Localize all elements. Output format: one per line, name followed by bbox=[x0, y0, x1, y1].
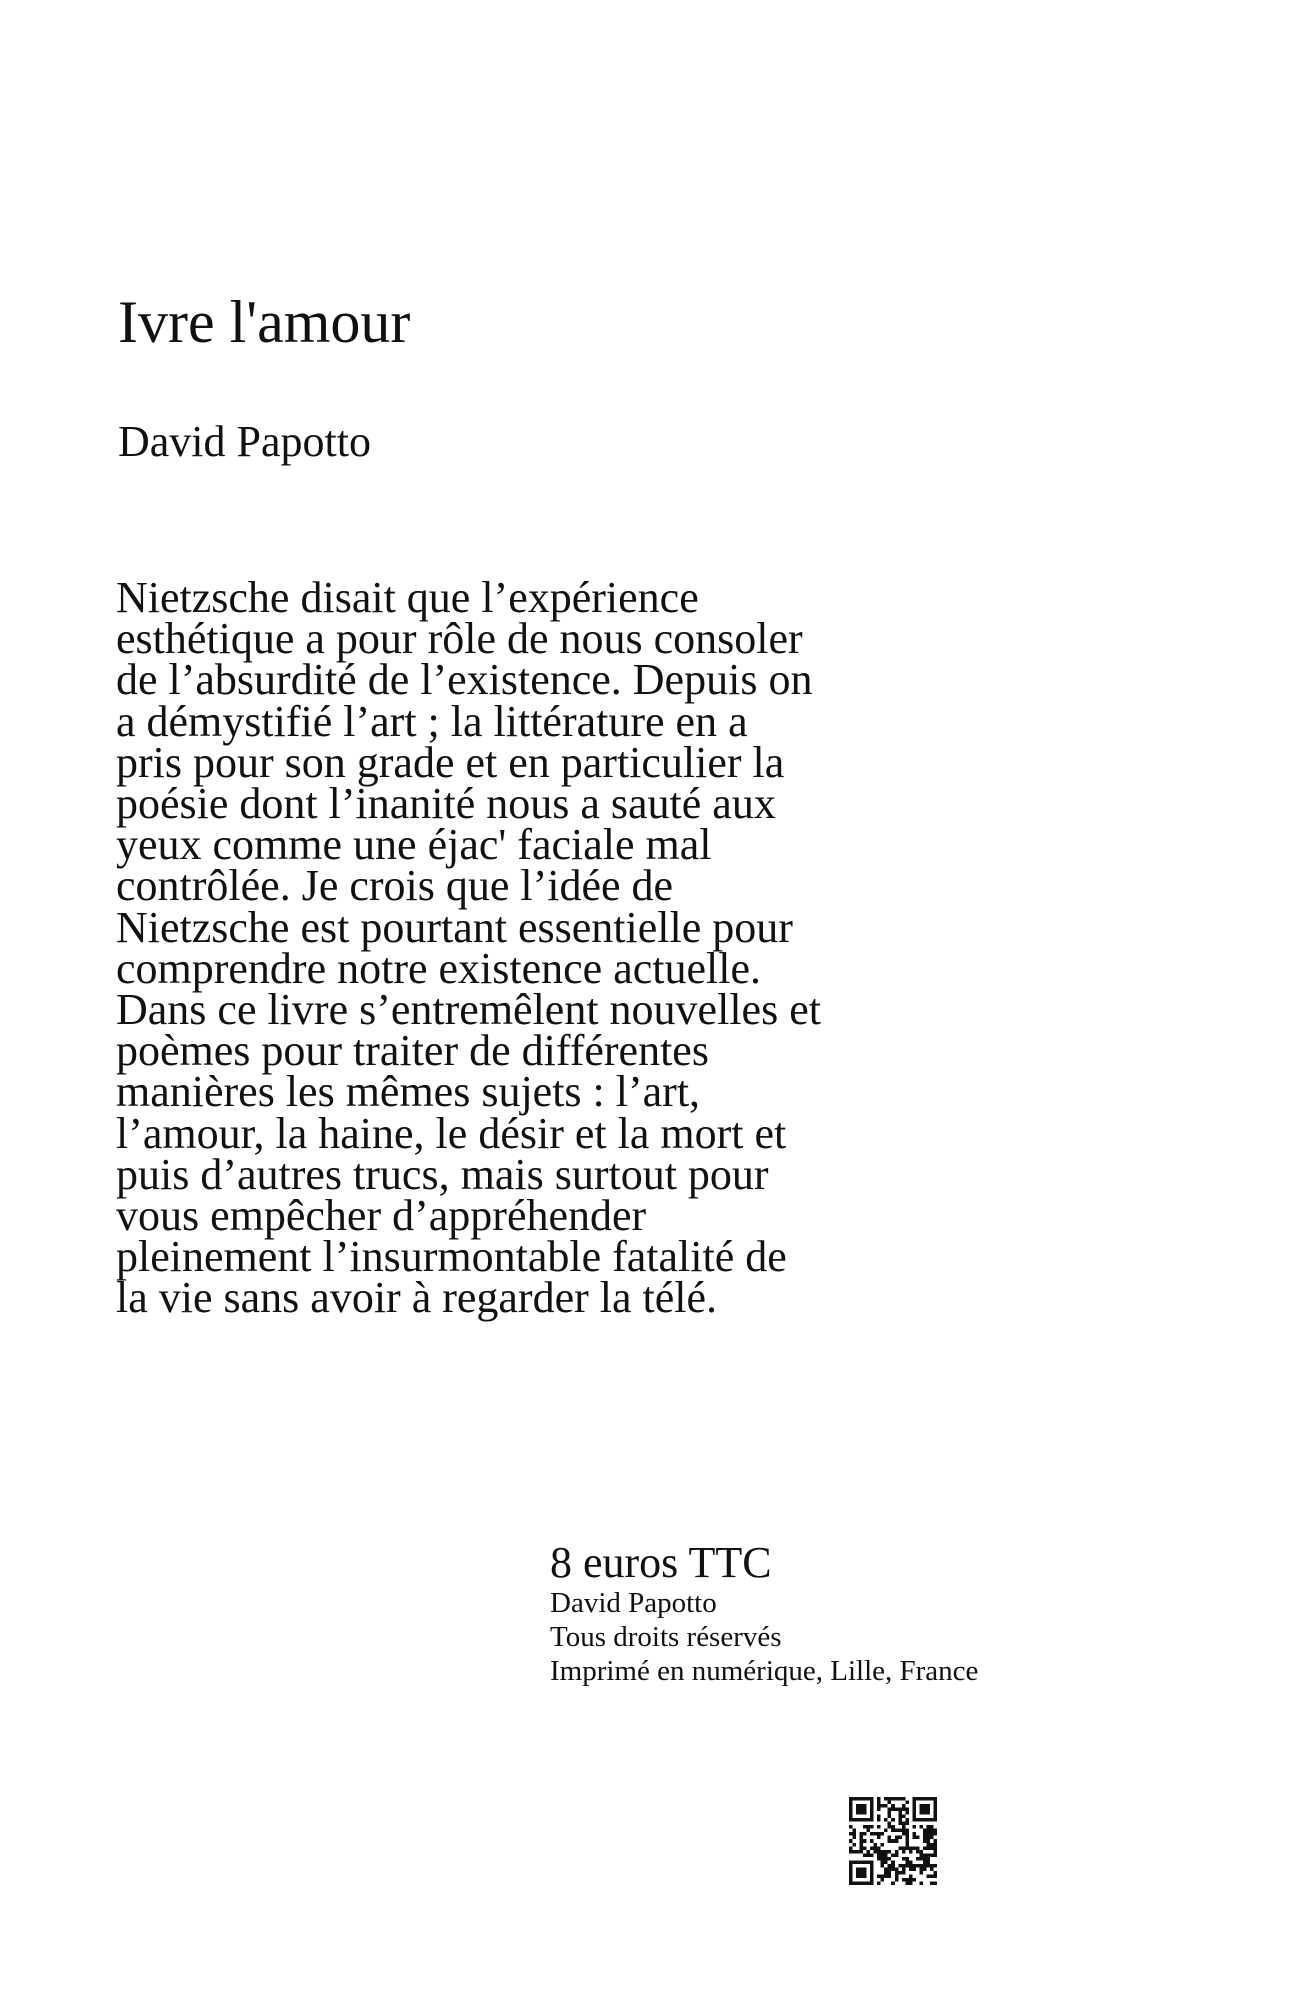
colophon bbox=[550, 1540, 978, 1688]
blurb-line: la vie sans avoir à regarder la télé. bbox=[116, 1273, 718, 1323]
rights-notice: Tous droits réservés bbox=[550, 1621, 782, 1653]
blurb-line: Dans ce livre s’entremêlent nouvelles et bbox=[116, 985, 821, 1035]
blurb-line: poésie dont l’inanité nous a sauté aux bbox=[116, 779, 776, 829]
blurb-line: pris pour son grade et en particulier la bbox=[116, 737, 785, 787]
publisher-name: David Papotto bbox=[550, 1587, 717, 1619]
book-title: Ivre l'amour bbox=[118, 289, 411, 355]
blurb-line: puis d’autres trucs, mais surtout pour bbox=[116, 1149, 769, 1199]
blurb-line: vous empêcher d’appréhender bbox=[116, 1191, 647, 1241]
blurb-line: pleinement l’insurmontable fatalité de bbox=[116, 1232, 787, 1282]
blurb-line: l’amour, la haine, le désir et la mort et bbox=[116, 1108, 787, 1158]
blurb-line: poèmes pour traiter de différentes bbox=[116, 1026, 709, 1076]
blurb-line: de l’absurdité de l’existence. Depuis on bbox=[116, 655, 813, 705]
blurb-line: Nietzsche est pourtant essentielle pour bbox=[116, 902, 793, 952]
blurb-line: comprendre notre existence actuelle. bbox=[116, 943, 762, 993]
printing-notice: Imprimé en numérique, Lille, France bbox=[550, 1655, 979, 1687]
blurb-line: contrôlée. Je crois que l’idée de bbox=[116, 861, 674, 911]
back-cover-blurb bbox=[116, 573, 821, 1323]
qr-code-icon bbox=[849, 1797, 937, 1885]
blurb-line: yeux comme une éjac' faciale mal bbox=[116, 820, 712, 870]
blurb-line: esthétique a pour rôle de nous consoler bbox=[116, 614, 803, 664]
blurb-line: Nietzsche disait que l’expérience bbox=[116, 573, 699, 622]
blurb-line: a démystifié l’art ; la littérature en a bbox=[116, 696, 748, 746]
price: 8 euros TTC bbox=[550, 1538, 772, 1587]
book-author: David Papotto bbox=[118, 417, 371, 466]
blurb-line: manières les mêmes sujets : l’art, bbox=[116, 1067, 701, 1117]
